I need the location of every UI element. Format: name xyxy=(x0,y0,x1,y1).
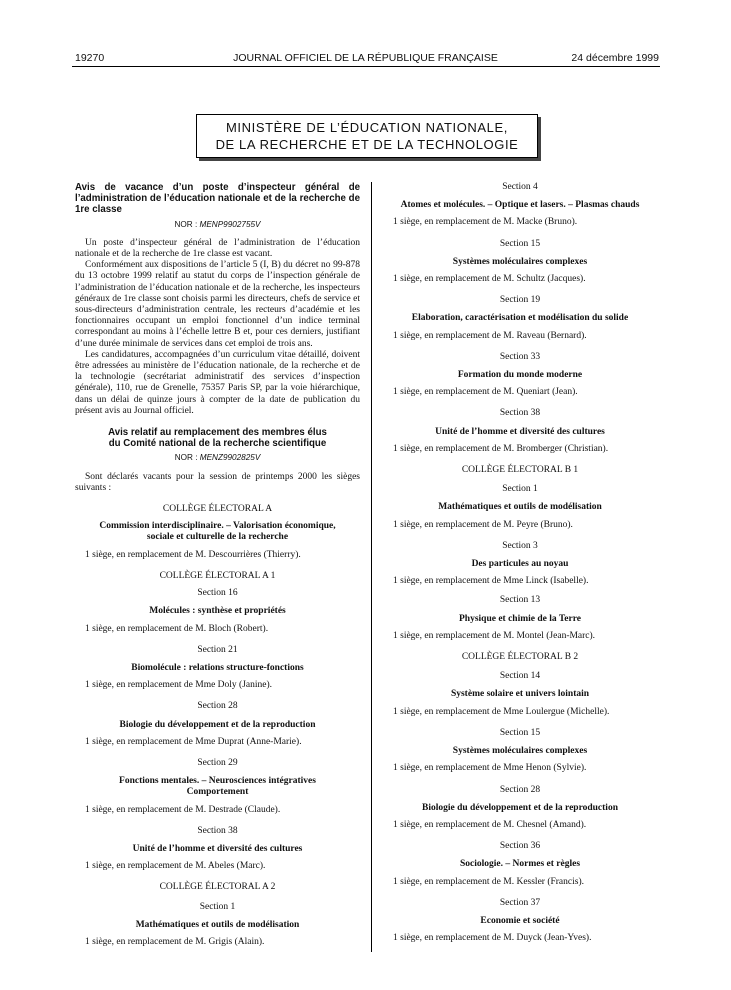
college-heading: COLLÈGE ÉLECTORAL A 1 xyxy=(159,570,276,581)
section-number: Section 4 xyxy=(502,182,538,192)
commission-title-line-1: Commission interdisciplinaire. – Valorisation économique, xyxy=(99,521,336,532)
seat-entry: 1 siège, en remplacement de M. Raveau (Bernard). xyxy=(393,330,587,341)
page-number: 19270 xyxy=(75,52,105,64)
section-number: Section 3 xyxy=(502,540,538,551)
section-number: Section 16 xyxy=(197,588,238,599)
section-title: Unité de l’homme et diversité des cultures xyxy=(435,426,605,437)
section-number: Section 38 xyxy=(197,825,238,836)
section-title: Systèmes moléculaires complexes xyxy=(452,746,588,757)
section-number: Section 38 xyxy=(499,408,541,419)
section-number: Section 15 xyxy=(499,727,541,738)
section-number: Section 1 xyxy=(502,484,538,495)
section-title: Sociologie. – Normes et règles xyxy=(459,859,581,870)
section-number: Section 21 xyxy=(197,644,238,655)
section-number: Section 28 xyxy=(499,784,541,795)
seat-entry: 1 siège, en remplacement de M. Macke (Bruno). xyxy=(393,217,578,228)
seat-entry: 1 siège, en remplacement de M. Schultz (Jacques). xyxy=(393,274,586,285)
section-number: Section 1 xyxy=(199,901,236,912)
left-column xyxy=(75,182,360,948)
section-title: Biologie du développement et de la reproduction xyxy=(422,802,618,813)
section-title: Economie et société xyxy=(480,915,560,926)
nor-label: NOR : xyxy=(174,219,200,229)
section-title: Mathématiques et outils de modélisation xyxy=(135,919,300,930)
seat-entry: 1 siège, en remplacement de M. Grigis (Alain). xyxy=(85,936,265,947)
section-number: Section 15 xyxy=(499,238,541,249)
section-number: Section 14 xyxy=(499,671,541,682)
section-number: Section 28 xyxy=(197,701,238,712)
college-heading: COLLÈGE ÉLECTORAL A xyxy=(162,504,273,515)
header-rule xyxy=(72,66,660,67)
ministry-title-line-1: MINISTÈRE DE L’ÉDUCATION NATIONALE, xyxy=(225,120,508,135)
journal-title: JOURNAL OFFICIEL DE LA RÉPUBLIQUE FRANÇAISE xyxy=(233,52,498,64)
column-divider xyxy=(371,182,372,952)
seat-entry: 1 siège, en remplacement de M. Montel (Jean-Marc). xyxy=(393,630,596,641)
section-title: Systèmes moléculaires complexes xyxy=(452,256,588,267)
section-number: Section 37 xyxy=(499,897,541,908)
section-title: Biologie du développement et de la reproduction xyxy=(119,719,316,730)
seat-entry: 1 siège, en remplacement de M. Chesnel (Amand). xyxy=(393,819,587,830)
seat-entry: 1 siège, en remplacement de M. Bromberger (Christian). xyxy=(393,443,609,454)
section-title: Formation du monde moderne xyxy=(457,370,583,381)
seat-entry: 1 siège, en remplacement de M. Destrade (Claude). xyxy=(85,804,281,815)
seat-entry: 1 siège, en remplacement de M. Kessler (Francis). xyxy=(393,876,584,887)
seat-entry: 1 siège, en remplacement de M. Duyck (Jean-Yves). xyxy=(393,933,592,944)
avis-vacance-paragraph-3: Les candidatures, accompagnées d’un curriculum vitae détaillé, doivent être adressées au ministère de l’éducation nationale, de la recherche et de la technologie (secrétariat administratif des services d’inspection générale), 110, rue de Grenelle, 75357 Paris SP, par la voie hiérarchique, dans un délai de quinze jours à compter de la date de publication du présent avis au Journal officiel. xyxy=(75,349,360,416)
section-title-line-2: Comportement xyxy=(186,787,249,798)
seat-entry: 1 siège, en remplacement de Mme Henon (Sylvie). xyxy=(393,763,587,774)
section-title: Des particules au noyau xyxy=(471,559,569,570)
ministry-title-line-2: DE LA RECHERCHE ET DE LA TECHNOLOGIE xyxy=(215,137,519,152)
seat-entry: 1 siège, en remplacement de Mme Duprat (Anne-Marie). xyxy=(85,736,302,747)
seat-entry: 1 siège, en remplacement de M. Queniart (Jean). xyxy=(393,387,578,398)
section-title: Elaboration, caractérisation et modélisation du solide xyxy=(411,313,629,324)
seat-entry: 1 siège, en remplacement de M. Descourrières (Thierry). xyxy=(85,549,301,560)
ministry-heading-box xyxy=(196,114,538,158)
section-number: Section 19 xyxy=(499,295,541,306)
section-number: Section 13 xyxy=(499,595,541,606)
section-number: Section 29 xyxy=(197,757,238,768)
college-heading: COLLÈGE ÉLECTORAL A 2 xyxy=(159,882,276,893)
section-title: Molécules : synthèse et propriétés xyxy=(149,606,286,617)
avis-remplacement-nor xyxy=(75,452,360,463)
nor-value: MENZ9902825V xyxy=(199,453,261,463)
section-title: Biomolécule : relations structure-fonctions xyxy=(131,662,304,673)
avis-vacance-paragraph-1: Un poste d’inspecteur général de l’administration de l’éducation nationale et de la recherche de 1re classe est vacant. xyxy=(75,237,360,260)
section-title: Unité de l’homme et diversité des cultures xyxy=(132,843,303,854)
issue-date: 24 décembre 1999 xyxy=(571,52,659,64)
avis-vacance-title: Avis de vacance d’un poste d’inspecteur général de l’administration de l’éducation nationale et de la recherche de 1re classe xyxy=(75,182,360,216)
nor-label: NOR : xyxy=(174,453,200,463)
right-column xyxy=(383,182,657,944)
avis-remplacement-intro: Sont déclarés vacants pour la session de printemps 2000 les sièges suivants : xyxy=(75,471,360,493)
college-heading: COLLÈGE ÉLECTORAL B 1 xyxy=(461,465,579,476)
seat-entry: 1 siège, en remplacement de M. Abeles (Marc). xyxy=(85,861,266,872)
section-title: Physique et chimie de la Terre xyxy=(459,613,581,624)
avis-vacance-nor xyxy=(75,219,360,230)
nor-value: MENP9902755V xyxy=(199,219,261,229)
seat-entry: 1 siège, en remplacement de Mme Doly (Janine). xyxy=(85,680,273,691)
section-title: Atomes et molécules. – Optique et lasers. – Plasmas chauds xyxy=(400,200,640,211)
section-title: Mathématiques et outils de modélisation xyxy=(438,502,602,513)
section-title-line-1: Fonctions mentales. – Neurosciences intégratives xyxy=(119,776,316,787)
seat-entry: 1 siège, en remplacement de Mme Loulergue (Michelle). xyxy=(393,706,610,717)
avis-remplacement-title-line-1: Avis relatif au remplacement des membres élus xyxy=(108,427,327,439)
section-number: Section 33 xyxy=(499,351,541,362)
seat-entry: 1 siège, en remplacement de M. Peyre (Bruno). xyxy=(393,519,573,530)
seat-entry: 1 siège, en remplacement de M. Bloch (Robert). xyxy=(85,623,269,634)
avis-vacance-paragraph-2: Conformément aux dispositions de l’article 5 (I, B) du décret no 99-878 du 13 octobre 1999 relatif au statut du corps de l’inspection générale de l’administration de l’éducation nationale et de la recherche, les inspecteurs généraux de 1re classe sont choisis parmi les directeurs, chefs de service et sous-directeurs d’administration centrale, les recteurs d’académie et les fonctionnaires occupant un emploi fonctionnel d’un indice terminal correspondant au moins à l’échelle lettre B et, pour ces derniers, justifiant d’une durée minimale de services dans cet emploi de trois ans. xyxy=(75,260,360,349)
section-title: Système solaire et univers lointain xyxy=(450,689,590,700)
college-heading: COLLÈGE ÉLECTORAL B 2 xyxy=(461,652,579,663)
commission-title-line-2: sociale et culturelle de la recherche xyxy=(146,532,289,543)
avis-remplacement-title-line-2: du Comité national de la recherche scientifique xyxy=(108,438,327,450)
section-number: Section 36 xyxy=(499,841,541,852)
seat-entry: 1 siège, en remplacement de Mme Linck (Isabelle). xyxy=(393,576,589,587)
